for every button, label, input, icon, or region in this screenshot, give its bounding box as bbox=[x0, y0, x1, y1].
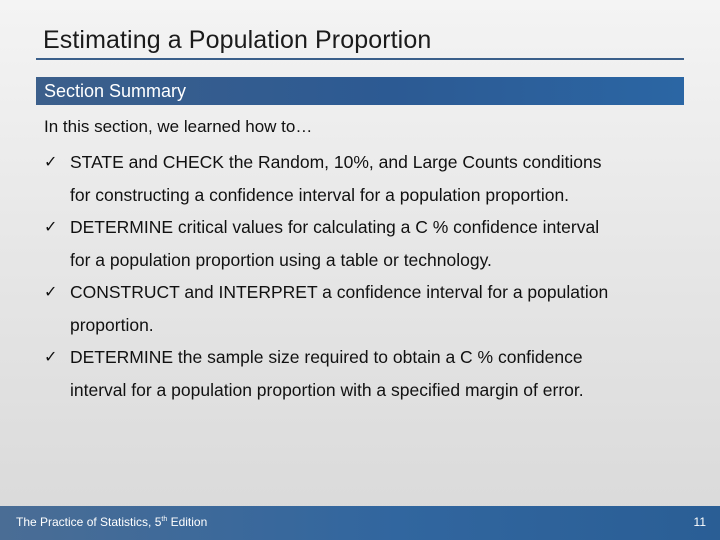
check-icon: ✓ bbox=[44, 349, 58, 366]
section-summary-label: Section Summary bbox=[44, 81, 187, 101]
section-summary-bar bbox=[36, 77, 684, 105]
bullet-4-line-2: interval for a population proportion with a specified margin of error. bbox=[70, 380, 584, 400]
bullet-3-line-1: CONSTRUCT and INTERPRET a confidence interval for a population bbox=[70, 282, 609, 302]
bullet-1-line-1: STATE and CHECK the Random, 10%, and Large Counts conditions bbox=[70, 152, 602, 172]
footer-book-title bbox=[16, 515, 207, 529]
bullet-item-4 bbox=[44, 341, 694, 407]
footer-bar bbox=[0, 506, 720, 540]
bullet-4-line-1: DETERMINE the sample size required to obtain a C % confidence bbox=[70, 347, 583, 367]
title-underline bbox=[36, 58, 684, 60]
check-icon: ✓ bbox=[44, 154, 58, 171]
book-title-text: The Practice of Statistics, 5 bbox=[16, 515, 162, 529]
check-icon: ✓ bbox=[44, 284, 58, 301]
bullet-1-line-2: for constructing a confidence interval for a population proportion. bbox=[70, 185, 570, 205]
bullet-3-line-2: proportion. bbox=[70, 315, 154, 335]
bullet-item-2 bbox=[44, 211, 694, 277]
bullet-item-1 bbox=[44, 146, 694, 212]
summary-bullet-list bbox=[44, 146, 694, 406]
bullet-2-line-2: for a population proportion using a table or technology. bbox=[70, 250, 492, 270]
page-number: 11 bbox=[693, 515, 706, 529]
bullet-item-3 bbox=[44, 276, 694, 342]
slide-title: Estimating a Population Proportion bbox=[43, 26, 432, 54]
edition-superscript: th bbox=[161, 516, 168, 523]
intro-text: In this section, we learned how to… bbox=[44, 117, 313, 136]
edition-label: Edition bbox=[167, 515, 208, 529]
check-icon: ✓ bbox=[44, 219, 58, 236]
bullet-2-line-1: DETERMINE critical values for calculating a C % confidence interval bbox=[70, 217, 600, 237]
